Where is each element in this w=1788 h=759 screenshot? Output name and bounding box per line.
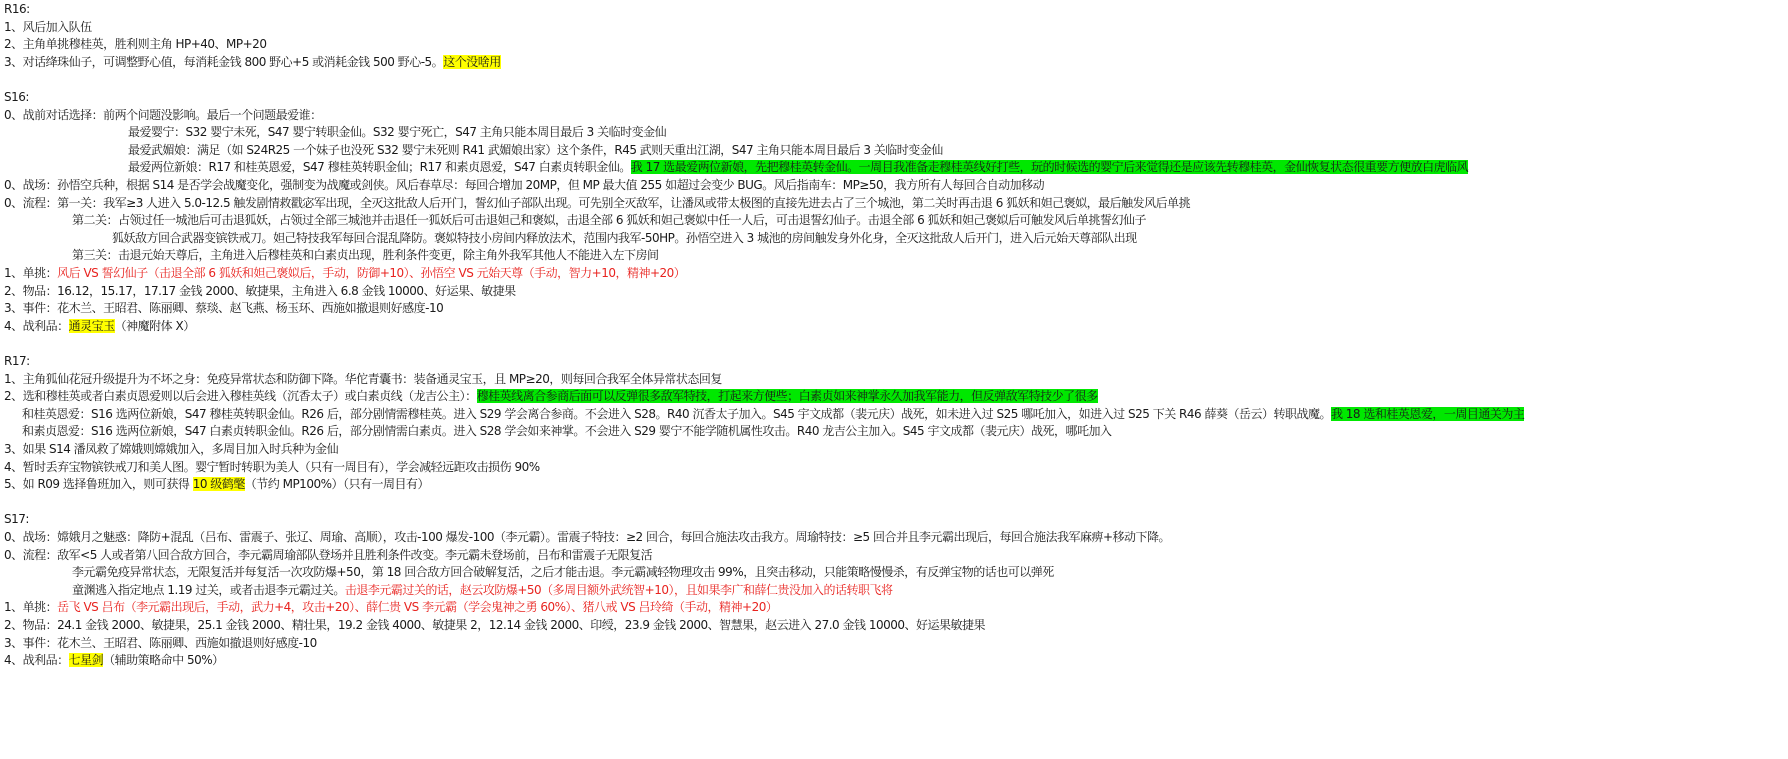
text-line [4,176,1044,194]
text-segment: 2、物品：16.12，15.17，17.17 金钱 2000、敏捷果，主角进入 6.8 金钱 10000、好运果、敏捷果 [4,283,516,298]
text-line [4,370,722,388]
text-line [128,141,943,159]
text-segment: 1、主角狐仙花冠升级提升为不坏之身：免疫异常状态和防御下降。华佗青囊书：装备通灵宝玉，且 MP≥20，则每回合我军全体异常状态回复 [4,371,722,386]
text-segment: 4、战利品： [4,653,69,668]
text-line [4,458,540,476]
text-segment: S17: [4,512,29,527]
highlight-yellow: 10 级鹤氅 [192,477,245,492]
text-line [4,18,92,36]
text-line [4,651,224,669]
text-segment: 2、物品：24.1 金钱 2000、敏捷果，25.1 金钱 2000、精壮果，19.2 金钱 4000、敏捷果 2，12.14 金钱 2000、印绶，23.9 金钱 2000、智慧果，赵云进入 27.0 金钱 10000、好运果敏捷果 [4,618,985,632]
text-line [72,563,1054,581]
text-segment: （节约 MP100%）（只有一周目有） [244,477,429,492]
text-line [4,317,195,335]
text-segment: 3、如果 S14 潘凤救了嫦娥则嫦娥加入，多周目加入时兵种为金仙 [4,442,339,456]
text-line [72,211,1146,229]
text-line [72,246,659,264]
text-segment: 最爱婴宁：S32 婴宁未死，S47 婴宁转职金仙。S32 婴宁死亡，S47 主角只能本周目最后 3 关临时变金仙 [128,125,667,140]
text-segment: （神魔附体 X） [114,318,195,333]
text-line [4,299,443,317]
text-line [4,528,1170,546]
text-line [4,598,777,616]
text-segment: 狐妖敌方回合武器变镔铁戒刀。妲己特技我军每回合混乱降防。褒姒特技小房间内释放法术，范围内我军-50HP。孙悟空进入 3 城池的房间触发身外化身，全灭这批敌人后开门，进入后元始天尊部队出现 [112,230,1137,245]
text-segment: （辅助策略命中 50%） [103,653,224,668]
text-segment: 0、战场：嫦娥月之魅惑：降防+混乱（吕布、雷震子、张辽、周瑜、高顺），攻击-100 爆发-100（李元霸）。雷震子特技：≥2 回合，每回合施法攻击我方。周瑜特技：≥5 回合并且李元霸出现后，每回合施法我军麻痹+移动下降。 [4,530,1171,544]
text-segment: 0、流程：敌军<5 人或者第八回合敌方回合，李元霸周瑜部队登场并且胜利条件改变。李元霸未登场前，吕布和雷震子无限复活 [4,547,653,562]
text-line [4,264,685,282]
highlight-green: 穆桂英线离合参商后面可以反弹很多敌军特技，打起来方便些；白素贞如来神掌永久加我军能力，但反弹敌军特技少了很多 [476,389,1098,404]
text-segment: 4、战利品： [4,318,69,333]
text-segment: 3、对话绛珠仙子，可调整野心值，每消耗金钱 800 野心+5 或消耗金钱 500 野心-5。 [4,54,444,69]
highlight-green: 我 18 选和桂英恩爱，一周目通关为主 [1330,406,1525,421]
text-segment: 童渊逃入指定地点 1.19 过关，或者击退李元霸过关。 [72,582,345,597]
text-segment: 0、战场：孙悟空兵种，根据 S14 是否学会战魔变化，强制变为战魔或剑侠。风后春草尽：每回合增加 20MP，但 MP 最大值 255 如超过会变少 BUG。风后指南车：MP≥50，我方所有人每回合自动加移动 [4,178,1045,192]
text-segment: 0、流程：第一关：我军≥3 人进入 5.0-12.5 触发剧情救戳宓军出现，全灭这批敌人后开门，誓幻仙子部队出现。可先别全灭敌军，让潘凤或带太极图的直接先进去占了三个城池，第二关时再击退 6 狐妖和妲己褒姒，最后触发风后单挑 [4,195,1191,210]
red-text: 击退李元霸过关的话，赵云攻防爆+50（多周目额外武统智+10），且如果李广和薛仁贵没加入的话转职飞将 [344,582,893,597]
red-text: 岳飞 VS 吕布（李元霸出现后，手动，武力+4，攻击+20）、薛仁贵 VS 李元霸（学会鬼神之勇 60%）、猪八戒 VS 吕玲绮（手动，精神+20） [57,600,778,615]
text-segment: 3、事件：花木兰、王昭君、陈丽卿、西施如撤退则好感度-10 [4,635,317,650]
text-segment: 和素贞恩爱：S16 选两位新娘，S47 白素贞转职金仙。R26 后，部分剧情需白素贞。进入 S28 学会如来神掌。不会进入 S29 婴宁不能学随机属性攻击。R40 龙吉公主加入。S45 宇文成都（裴元庆）战死，哪吒加入 [22,424,1112,439]
highlight-yellow: 通灵宝玉 [68,318,115,333]
text-segment: 3、事件：花木兰、王昭君、陈丽卿、蔡琰、赵飞燕、杨玉环、西施如撤退则好感度-10 [4,301,444,316]
text-segment: 最爱武媚娘：满足（如 S24R25 一个妹子也没死 S32 婴宁未死则 R41 武媚娘出家）这个条件，R45 武则天重出江湖，S47 主角只能本周目最后 3 关临时变金仙 [128,142,943,157]
text-segment: 第三关：击退元始天尊后，主角进入后穆桂英和白素贞出现，胜利条件变更，除主角外我军其他人不能进入左下房间 [72,248,659,263]
text-segment: 第二关：占领过任一城池后可击退狐妖，占领过全部三城池并击退任一狐妖后可击退妲己和褒姒，击退全部 6 狐妖和妲己褒姒中任一人后，可击退誓幻仙子。击退全部 6 狐妖和妲己褒姒后可触发风后单挑誓幻仙子 [72,213,1147,228]
text-line [4,35,266,53]
text-line [4,634,317,652]
red-text: 风后 VS 誓幻仙子（击退全部 6 狐妖和妲己褒姒后，手动，防御+10）、孙悟空 VS 元始天尊（手动，智力+10，精神+20） [57,266,686,280]
text-line [4,194,1190,212]
text-line [4,106,322,124]
text-segment: 1、风后加入队伍 [4,19,92,34]
text-segment: 5、如 R09 选择鲁班加入，则可获得 [4,477,193,492]
text-line [128,158,1468,176]
text-line [22,405,1524,423]
text-segment: 1、单挑： [4,266,58,280]
text-line [22,422,1112,440]
text-segment: R16: [4,2,30,16]
text-line [4,53,501,71]
text-line [112,229,1137,247]
text-line [128,123,666,141]
text-line [72,581,893,599]
text-line [4,352,30,370]
text-segment: 4、暂时丢弃宝物镔铁戒刀和美人图。婴宁暂时转职为美人（只有一周目有），学会减轻远距攻击损伤 90% [4,459,540,474]
text-segment: 1、单挑： [4,600,58,615]
text-line [4,616,985,634]
text-line [4,510,29,528]
text-line [4,387,1098,405]
text-segment: 2、选和穆桂英或者白素贞恩爱则以后会进入穆桂英线（沉香太子）或白素贞线（龙吉公主）： [4,389,477,404]
text-line [4,440,338,458]
highlight-green: 我 17 选最爱两位新娘，先把穆桂英转金仙。一周目我准备走穆桂英线好打些，玩的时候选的婴宁后来觉得还是应该先转穆桂英，金仙恢复状态很重要方便放白虎临风 [630,160,1469,175]
text-segment: R17: [4,354,30,368]
text-segment: S16: [4,90,29,104]
text-line [4,546,652,564]
text-segment: 李元霸免疫异常状态，无限复活并每复活一次攻防爆+50，第 18 回合敌方回合破解复活，之后才能击退。李元霸减轻物理攻击 99%，且突击移动，只能策略慢慢杀，有反弹宝物的话也可以弹死 [72,565,1054,580]
highlight-yellow: 七星剑 [68,653,104,668]
text-segment: 最爱两位新娘：R17 和桂英恩爱，S47 穆桂英转职金仙；R17 和素贞恩爱，S47 白素贞转职金仙。 [128,160,631,175]
text-line [4,475,429,493]
text-line [4,282,516,300]
text-segment: 0、战前对话选择：前两个问题没影响。最后一个问题最爱谁： [4,107,322,122]
text-segment: 2、主角单挑穆桂英，胜利则主角 HP+40、MP+20 [4,37,267,52]
text-line [4,0,30,18]
text-line [4,88,29,106]
text-segment: 和桂英恩爱：S16 选两位新娘，S47 穆桂英转职金仙。R26 后，部分剧情需穆桂英。进入 S29 学会离合参商。不会进入 S28。R40 沉香太子加入。S45 宇文成都（裴元庆）战死，如未进入过 S25 哪吒加入，如进入过 S25 下关 R46 薛葵（岳云）转职战魔。 [22,406,1331,421]
highlight-yellow: 这个没啥用 [443,54,501,69]
